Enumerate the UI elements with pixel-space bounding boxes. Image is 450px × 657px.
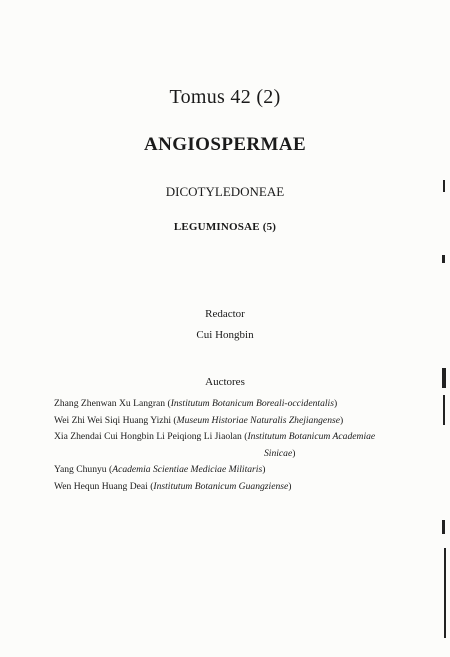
institution: Institutum Botanicum Boreali-occidentalis — [170, 398, 334, 409]
redactor-label: Redactor — [205, 308, 245, 320]
redactor-name: Cui Hongbin — [196, 329, 254, 341]
scan-edge-marks — [434, 0, 450, 657]
author-names: Wen Hequn Huang Deai ( — [54, 480, 154, 492]
author-line — [54, 479, 444, 496]
author-line — [54, 413, 444, 430]
subclass-heading: DICOTYLEDONEAE — [165, 184, 285, 199]
class-heading: ANGIOSPERMAE — [143, 134, 307, 155]
institution: Institutum Botanicum Guangziense — [153, 480, 289, 492]
author-names: Yang Chunyu ( — [54, 464, 113, 475]
family-heading: LEGUMINOSAE (5) — [173, 221, 277, 233]
author-line — [54, 462, 444, 479]
close-paren: ) — [339, 414, 344, 426]
institution: Sinicae — [264, 447, 293, 459]
close-paren: ) — [292, 447, 296, 459]
institution: Academia Scientiae Mediciae Militaris — [112, 464, 263, 475]
author-line — [54, 396, 444, 413]
close-paren: ) — [262, 464, 266, 475]
close-paren: ) — [288, 480, 292, 492]
author-names: Wei Zhi Wei Siqi Huang Yizhi ( — [54, 414, 177, 426]
author-line — [54, 429, 444, 446]
close-paren: ) — [333, 398, 338, 409]
author-list — [54, 396, 444, 495]
institution: Institutum Botanicum Academiae — [247, 431, 376, 442]
volume-number: Tomus 42 (2) — [169, 86, 281, 108]
auctores-label: Auctores — [205, 376, 245, 388]
author-names: Zhang Zhenwan Xu Langran ( — [54, 398, 171, 409]
author-names: Xia Zhendai Cui Hongbin Li Peiqiong Li Jiaolan ( — [54, 431, 248, 442]
institution: Museum Historiae Naturalis Zhejiangense — [176, 414, 340, 426]
author-line-continuation — [54, 446, 444, 463]
